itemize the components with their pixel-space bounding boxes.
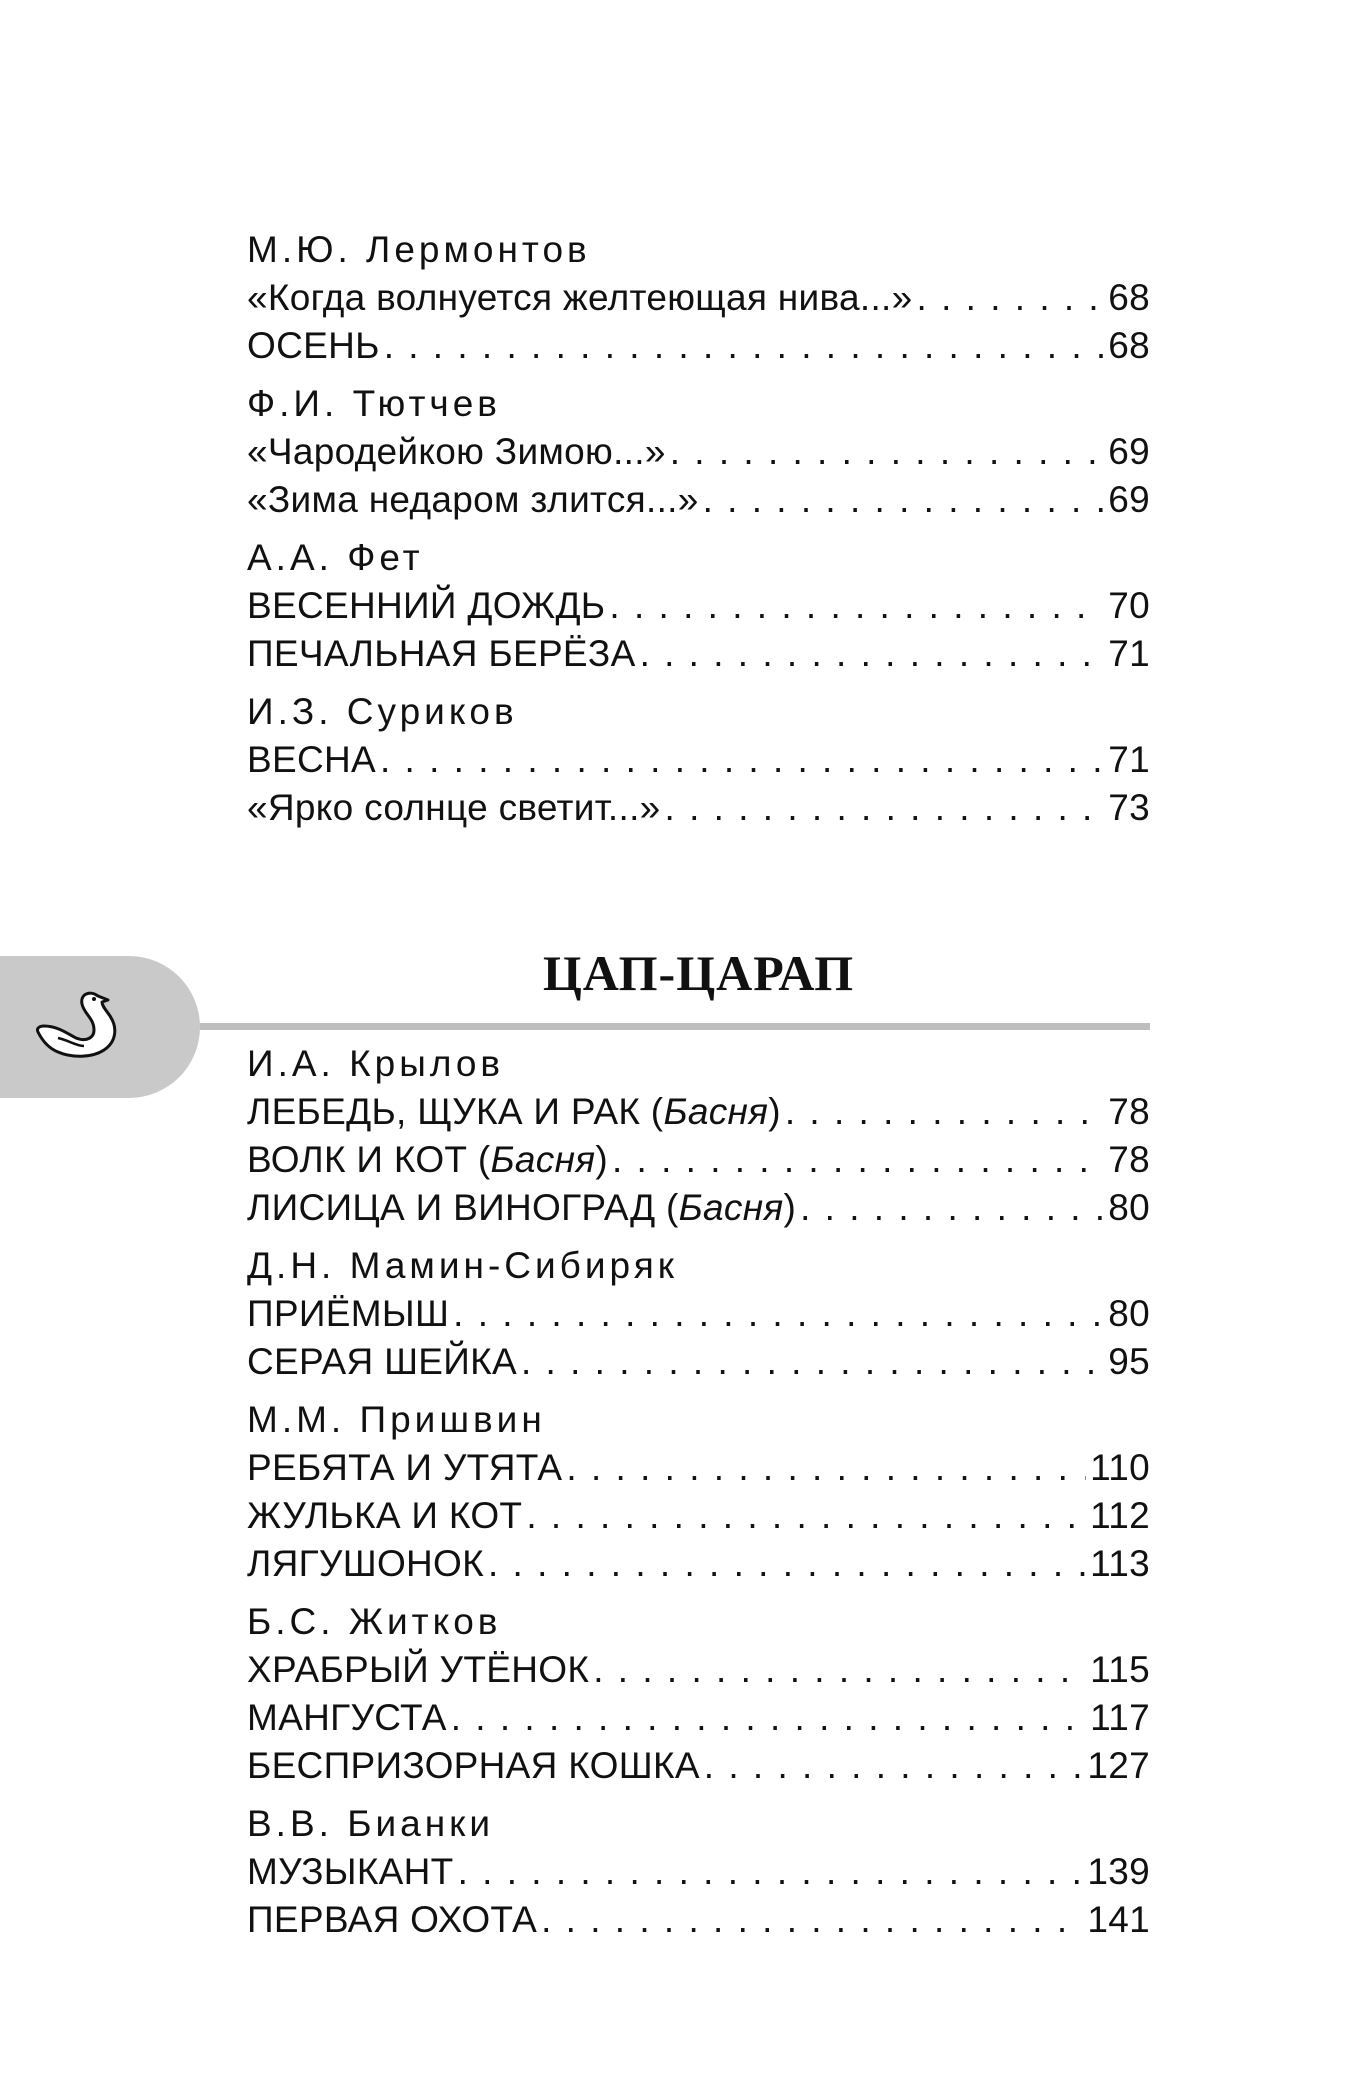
dot-leader (526, 1492, 1086, 1540)
toc-entry[interactable] (247, 1896, 1150, 1944)
dot-leader (380, 736, 1104, 784)
dot-leader (800, 1184, 1104, 1232)
page-number: 69 (1108, 479, 1150, 520)
entry-title: ВЕСЕННИЙ ДОЖДЬ (247, 585, 606, 626)
dot-leader (704, 1742, 1084, 1790)
dot-leader (488, 1540, 1086, 1588)
dot-leader (566, 1444, 1086, 1492)
section-divider (200, 1023, 1150, 1030)
dot-leader (593, 1646, 1086, 1694)
author-name: Ф.И. Тютчев (247, 383, 501, 424)
entry-title: «Зима недаром злится...» (247, 479, 699, 520)
toc-entry[interactable] (247, 428, 1150, 476)
page-number: 69 (1108, 431, 1150, 472)
dot-leader (703, 476, 1105, 524)
page-number: 112 (1090, 1495, 1150, 1536)
entry-title: ЖУЛЬКА И КОТ (247, 1495, 523, 1536)
section-title: ЦАП-ЦАРАП (542, 945, 855, 1001)
author-name: Б.С. Житков (247, 1601, 502, 1642)
toc-entry[interactable] (247, 1492, 1150, 1540)
entry-genre: Басня (678, 1187, 784, 1228)
author-name: И.З. Суриков (247, 691, 518, 732)
page-number: 113 (1090, 1543, 1150, 1584)
toc-entry[interactable] (247, 1646, 1150, 1694)
dot-leader (541, 1896, 1083, 1944)
entry-title: ПЕРВАЯ ОХОТА (247, 1899, 538, 1940)
dot-leader (917, 274, 1105, 322)
entry-title: «Ярко солнце светит...» (247, 787, 661, 828)
toc-entry[interactable] (247, 1694, 1150, 1742)
page-number: 71 (1108, 633, 1150, 674)
page-number: 80 (1108, 1187, 1150, 1228)
entry-title: СЕРАЯ ШЕЙКА (247, 1341, 517, 1382)
page-number: 68 (1108, 325, 1150, 366)
entry-title: ВОЛК И КОТ (Басня) (247, 1139, 608, 1180)
toc-entry[interactable] (247, 1136, 1150, 1184)
page-number: 73 (1108, 787, 1150, 828)
entry-title: БЕСПРИЗОРНАЯ КОШКА (247, 1745, 700, 1786)
entry-genre: Басня (490, 1139, 596, 1180)
dot-leader (609, 582, 1104, 630)
page-number: 95 (1108, 1341, 1150, 1382)
toc-bottom-list (247, 1040, 1150, 1944)
dot-leader (521, 1338, 1104, 1386)
page-number: 80 (1108, 1293, 1150, 1334)
entry-title: ПРИЁМЫШ (247, 1293, 450, 1334)
toc-entry[interactable] (247, 476, 1150, 524)
toc-entry[interactable] (247, 1290, 1150, 1338)
page-number: 78 (1108, 1091, 1150, 1132)
entry-title: ЛИСИЦА И ВИНОГРАД (Басня) (247, 1187, 797, 1228)
entry-title: «Когда волнуется желтеющая нива...» (247, 277, 913, 318)
page-number: 115 (1090, 1649, 1150, 1690)
page-number: 68 (1108, 277, 1150, 318)
toc-entry[interactable] (247, 784, 1150, 832)
entry-title: ХРАБРЫЙ УТЁНОК (247, 1649, 590, 1690)
toc-entry[interactable] (247, 274, 1150, 322)
entry-title: МУЗЫКАНТ (247, 1851, 454, 1892)
entry-title: ПЕЧАЛЬНАЯ БЕРЁЗА (247, 633, 636, 674)
dot-leader (451, 1694, 1086, 1742)
author-name: М.М. Пришвин (247, 1399, 546, 1440)
page-number: 71 (1108, 739, 1150, 780)
dot-leader (458, 1848, 1084, 1896)
swan-icon (28, 986, 132, 1070)
dot-leader (785, 1088, 1104, 1136)
author-name: И.А. Крылов (247, 1043, 505, 1084)
entry-title: ЛЯГУШОНОК (247, 1543, 484, 1584)
page-number: 70 (1108, 585, 1150, 626)
toc-top-list (247, 226, 1150, 832)
entry-title: ВЕСНА (247, 739, 376, 780)
toc-entry[interactable] (247, 1184, 1150, 1232)
dot-leader (670, 428, 1105, 476)
toc-entry[interactable] (247, 1338, 1150, 1386)
toc-entry[interactable] (247, 1088, 1150, 1136)
page-number: 117 (1090, 1697, 1150, 1738)
dot-leader (640, 630, 1105, 678)
author-name: А.А. Фет (247, 537, 424, 578)
entry-genre: Басня (663, 1091, 769, 1132)
dot-leader (384, 322, 1105, 370)
toc-entry[interactable] (247, 1742, 1150, 1790)
toc-entry[interactable] (247, 322, 1150, 370)
dot-leader (612, 1136, 1104, 1184)
toc-entry[interactable] (247, 1848, 1150, 1896)
entry-title: «Чародейкою Зимою...» (247, 431, 666, 472)
toc-entry[interactable] (247, 582, 1150, 630)
toc-entry[interactable] (247, 1540, 1150, 1588)
toc-entry[interactable] (247, 736, 1150, 784)
page-number: 127 (1087, 1745, 1150, 1786)
author-name: М.Ю. Лермонтов (247, 229, 591, 270)
entry-title: МАНГУСТА (247, 1697, 447, 1738)
toc-entry[interactable] (247, 630, 1150, 678)
entry-title: ЛЕБЕДЬ, ЩУКА И РАК (Басня) (247, 1091, 781, 1132)
dot-leader (453, 1290, 1104, 1338)
author-name: В.В. Бианки (247, 1803, 495, 1844)
page-number: 110 (1090, 1447, 1150, 1488)
page-number: 78 (1108, 1139, 1150, 1180)
dot-leader (665, 784, 1105, 832)
page-number: 139 (1087, 1851, 1150, 1892)
entry-title: ОСЕНЬ (247, 325, 380, 366)
entry-title: РЕБЯТА И УТЯТА (247, 1447, 563, 1488)
section-tab (0, 956, 200, 1098)
toc-entry[interactable] (247, 1444, 1150, 1492)
page-number: 141 (1087, 1899, 1150, 1940)
author-name: Д.Н. Мамин-Сибиряк (247, 1245, 678, 1286)
